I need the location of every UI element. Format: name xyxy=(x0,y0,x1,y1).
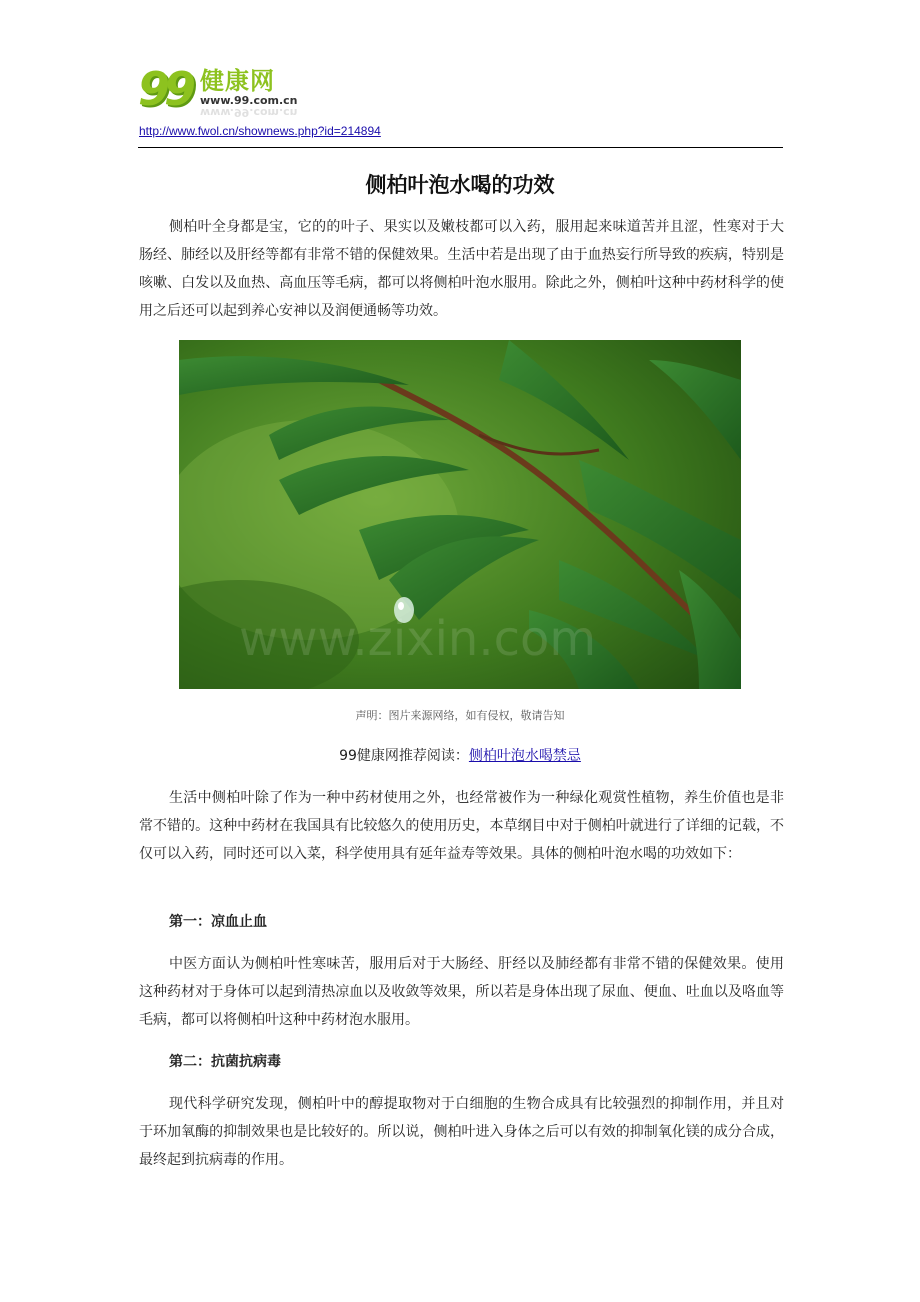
section-heading-2: 第二：抗菌抗病毒 xyxy=(169,1054,281,1070)
arborvitae-photo-graphic xyxy=(179,340,741,689)
logo-url-reflection: www.99.com.cn xyxy=(200,106,298,119)
image-caption: 声明：图片来源网络，如有侵权，敬请告知 xyxy=(355,709,565,722)
section-body-2: 现代科学研究发现，侧柏叶中的醇提取物对于白细胞的生物合成具有比较强烈的抑制作用，并且对于环加氧酶的抑制效果也是比较好的。所以说，侧柏叶进入身体之后可以有效的抑制氧化镁的成分合成，最终起到抗病毒的作用。 xyxy=(139,1096,784,1168)
section-heading-1: 第一：凉血止血 xyxy=(169,914,267,930)
recommend-link[interactable]: 侧柏叶泡水喝禁忌 xyxy=(468,748,581,764)
logo-site-name: 健康网 xyxy=(200,67,275,95)
site-logo[interactable] xyxy=(138,62,318,119)
watermark-text: www.zixin.com xyxy=(239,611,597,667)
arborvitae-photo xyxy=(179,340,741,689)
body-paragraph-2: 生活中侧柏叶除了作为一种中药材使用之外，也经常被作为一种绿化观赏性植物，养生价值也是非常不错的。这种中药材在我国具有比较悠久的使用历史，本草纲目中对于侧柏叶就进行了详细的记载，不仅可以入药，同时还可以入菜，科学使用具有延年益寿等效果。具体的侧柏叶泡水喝的功效如下： xyxy=(139,790,784,862)
source-url-link[interactable]: http://www.fwol.cn/shownews.php?id=214894 xyxy=(139,124,381,138)
logo-url: www.99.com.cn xyxy=(200,94,298,107)
header-divider xyxy=(138,147,783,148)
section-body-1: 中医方面认为侧柏叶性寒味苦，服用后对于大肠经、肝经以及肺经都有非常不错的保健效果。使用这种药材对于身体可以起到清热凉血以及收敛等效果，所以若是身体出现了尿血、便血、吐血以及咯血等毛病，都可以将侧柏叶这种中药材泡水服用。 xyxy=(139,956,784,1028)
intro-paragraph: 侧柏叶全身都是宝，它的的叶子、果实以及嫩枝都可以入药，服用起来味道苦并且涩，性寒对于大肠经、肺经以及肝经等都有非常不错的保健效果。生活中若是出现了由于血热妄行所导致的疾病，特别是咳嗽、白发以及血热、高血压等毛病，都可以将侧柏叶泡水服用。除此之外，侧柏叶这种中药材科学的使用之后还可以起到养心安神以及润便通畅等功效。 xyxy=(139,219,784,319)
recommend-reading xyxy=(0,744,920,768)
recommend-label: 99健康网推荐阅读： xyxy=(339,748,469,764)
article-title: 侧柏叶泡水喝的功效 xyxy=(365,173,555,197)
logo-nines: 99 xyxy=(138,62,191,116)
